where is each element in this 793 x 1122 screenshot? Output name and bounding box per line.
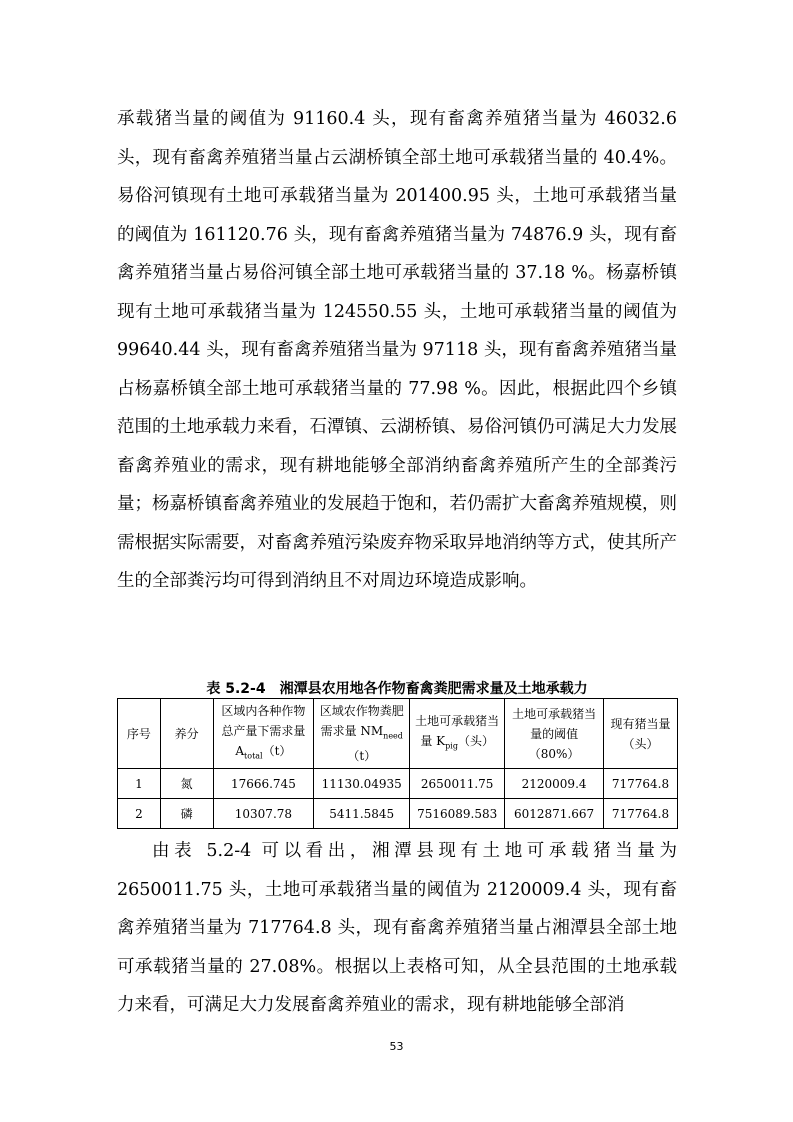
- cell-current-pig: 717764.8: [604, 799, 678, 829]
- cell-threshold: 6012871.667: [505, 799, 604, 829]
- cell-pig-capacity: 2650011.75: [410, 769, 505, 799]
- header-manure-need: 区域农作物粪肥需求量 $NM_{need}(t)$: [314, 699, 410, 769]
- cell-serial: 1: [118, 769, 161, 799]
- table-row: [118, 799, 678, 829]
- header-pig-capacity: 土地可承载猪当量 $K_{pig}$（头）: [410, 699, 505, 769]
- cell-crop-demand: 17666.745: [213, 769, 314, 799]
- header-serial: 序号: [118, 699, 161, 769]
- cell-serial: 2: [118, 799, 161, 829]
- page-number: 53: [389, 1040, 404, 1053]
- cell-crop-demand: 10307.78: [213, 799, 314, 829]
- header-nutrient: 养分: [160, 699, 213, 769]
- cell-current-pig: 717764.8: [604, 769, 678, 799]
- cell-nutrient: 氮: [160, 769, 213, 799]
- cell-pig-capacity: 7516089.583: [410, 799, 505, 829]
- data-table: [117, 698, 678, 829]
- table-header-row: [118, 699, 678, 769]
- header-crop-demand: 区域内各种作物总产量下需求量 $A_{total}(t)$: [213, 699, 314, 769]
- body-paragraph-2: 由表 5.2-4 可以看出，湘潭县现有土地可承载猪当量为 2650011.75 头，土地可承载猪当量的阈值为 2120009.4 头，现有畜禽养殖猪当量为 717764.8 头，现有畜禽养殖猪当量占湘潭县全部土地可承载猪当量的 27.08%。根据以上表格可知，从全县范围的土地承载力来看，可满足大力发展畜禽养殖业的需求，现有耕地能够全部消: [117, 841, 677, 1015]
- header-current-pig: 现有猪当量（头）: [604, 699, 678, 769]
- header-threshold: 土地可承载猪当量的阈值（80%）: [505, 699, 604, 769]
- body-paragraph-1: 承载猪当量的阈值为 91160.4 头，现有畜禽养殖猪当量为 46032.6 头，现有畜禽养殖猪当量占云湖桥镇全部土地可承载猪当量的 40.4%。易俗河镇现有土地可承载猪当量为 201400.95 头，土地可承载猪当量的阈值为 161120.76 头，现有畜禽养殖猪当量为 74876.9 头，现有畜禽养殖猪当量占易俗河镇全部土地可承载猪当量的 37.18 %。杨嘉桥镇现有土地可承载猪当量为 124550.55 头，土地可承载猪当量的阈值为 99640.44 头，现有畜禽养殖猪当量为 97118 头，现有畜禽养殖猪当量占杨嘉桥镇全部土地可承载猪当量的 77.98 %。因此，根据此四个乡镇范围的土地承载力来看，石潭镇、云湖桥镇、易俗河镇仍可满足大力发展畜禽养殖业的需求，现有耕地能够全部消纳畜禽养殖所产生的全部粪污量；杨嘉桥镇畜禽养殖业的发展趋于饱和，若仍需扩大畜禽养殖规模，则需根据实际需要，对畜禽养殖污染废弃物采取异地消纳等方式，使其所产生的全部粪污均可得到消纳且不对周边环境造成影响。: [117, 109, 677, 591]
- cell-threshold: 2120009.4: [505, 769, 604, 799]
- cell-manure-need: 5411.5845: [314, 799, 410, 829]
- cell-nutrient: 磷: [160, 799, 213, 829]
- table-row: [118, 769, 678, 799]
- table-caption: 表 5.2-4 湘潭县农用地各作物畜禽粪肥需求量及土地承载力: [206, 681, 588, 697]
- cell-manure-need: 11130.04935: [314, 769, 410, 799]
